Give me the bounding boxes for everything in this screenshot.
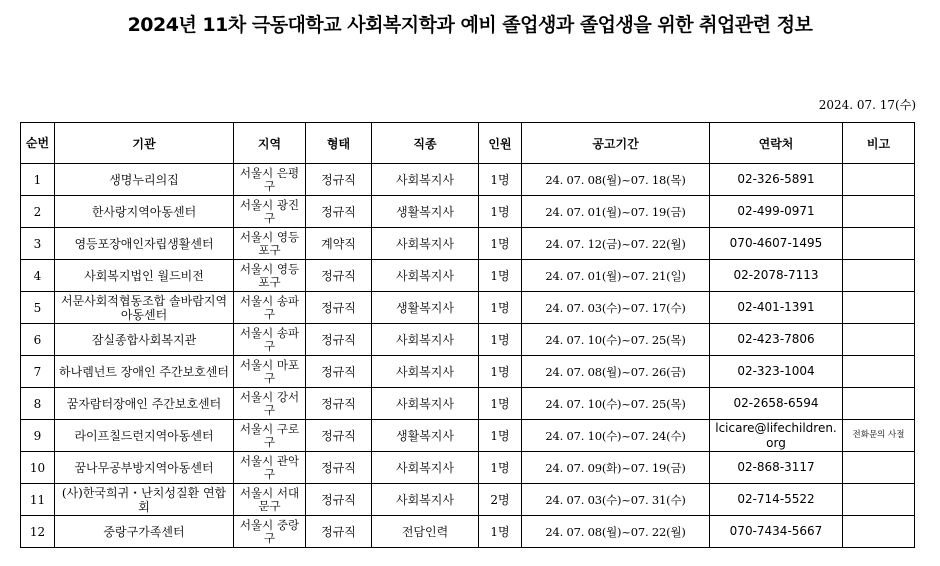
cell-period: 24. 07. 08(월)~07. 22(월) [522,516,710,548]
cell-org: 잠실종합사회복지관 [55,324,234,356]
header-contact: 연락처 [710,123,843,164]
cell-org: 하나렘넌트 장애인 주간보호센터 [55,356,234,388]
cell-period: 24. 07. 08(월)~07. 18(목) [522,164,710,196]
cell-type: 계약직 [306,228,372,260]
cell-count: 1명 [479,516,522,548]
cell-type: 정규직 [306,164,372,196]
cell-note: 전화문의 사절 [843,420,915,452]
cell-type: 정규직 [306,452,372,484]
cell-note [843,356,915,388]
table-row [21,164,915,196]
cell-period: 24. 07. 09(화)~07. 19(금) [522,452,710,484]
cell-no: 10 [21,452,55,484]
job-listing-table [20,122,915,548]
cell-org: 서문사회적협동조합 솔바람지역아동센터 [55,292,234,324]
cell-no: 4 [21,260,55,292]
cell-type: 정규직 [306,516,372,548]
cell-note [843,228,915,260]
cell-contact: 02-401-1391 [710,292,843,324]
table-row [21,196,915,228]
cell-period: 24. 07. 10(수)~07. 25(목) [522,324,710,356]
header-type: 형태 [306,123,372,164]
cell-region: 서울시 송파구 [234,324,306,356]
table-row [21,452,915,484]
cell-count: 1명 [479,388,522,420]
cell-count: 1명 [479,164,522,196]
cell-note [843,452,915,484]
cell-no: 7 [21,356,55,388]
cell-no: 8 [21,388,55,420]
cell-job: 사회복지사 [372,356,479,388]
cell-type: 정규직 [306,484,372,516]
table-header-row [21,123,915,164]
cell-org: (사)한국희귀・난치성질환 연합회 [55,484,234,516]
cell-type: 정규직 [306,260,372,292]
cell-region: 서울시 광진구 [234,196,306,228]
cell-job: 사회복지사 [372,388,479,420]
cell-region: 서울시 관악구 [234,452,306,484]
cell-no: 11 [21,484,55,516]
cell-count: 1명 [479,452,522,484]
cell-job: 사회복지사 [372,484,479,516]
cell-note [843,324,915,356]
cell-contact: 02-2078-7113 [710,260,843,292]
cell-count: 1명 [479,292,522,324]
cell-org: 사회복지법인 월드비전 [55,260,234,292]
cell-job: 생활복지사 [372,420,479,452]
cell-job: 사회복지사 [372,452,479,484]
cell-no: 6 [21,324,55,356]
cell-no: 12 [21,516,55,548]
cell-region: 서울시 서대문구 [234,484,306,516]
table-row [21,228,915,260]
cell-region: 서울시 영등포구 [234,260,306,292]
cell-contact: 02-714-5522 [710,484,843,516]
cell-contact: lcicare@lifechildren.org [710,420,843,452]
cell-type: 정규직 [306,196,372,228]
cell-period: 24. 07. 10(수)~07. 24(수) [522,420,710,452]
cell-period: 24. 07. 03(수)~07. 31(수) [522,484,710,516]
cell-type: 정규직 [306,420,372,452]
cell-contact: 02-323-1004 [710,356,843,388]
page-title: 2024년 11차 극동대학교 사회복지학과 예비 졸업생과 졸업생을 위한 취업관련 정보 [127,14,813,36]
cell-org: 한사랑지역아동센터 [55,196,234,228]
header-job: 직종 [372,123,479,164]
cell-count: 2명 [479,484,522,516]
cell-count: 1명 [479,420,522,452]
cell-count: 1명 [479,356,522,388]
cell-no: 2 [21,196,55,228]
cell-job: 사회복지사 [372,164,479,196]
cell-note [843,484,915,516]
cell-type: 정규직 [306,356,372,388]
cell-no: 5 [21,292,55,324]
cell-no: 3 [21,228,55,260]
cell-period: 24. 07. 08(월)~07. 26(금) [522,356,710,388]
cell-note [843,516,915,548]
cell-region: 서울시 중랑구 [234,516,306,548]
cell-no: 1 [21,164,55,196]
header-period: 공고기간 [522,123,710,164]
cell-count: 1명 [479,196,522,228]
cell-contact: 070-4607-1495 [710,228,843,260]
table-row [21,292,915,324]
cell-org: 라이프칠드런지역아동센터 [55,420,234,452]
cell-job: 생활복지사 [372,292,479,324]
cell-no: 9 [21,420,55,452]
cell-region: 서울시 마포구 [234,356,306,388]
table-row [21,260,915,292]
cell-region: 서울시 강서구 [234,388,306,420]
header-count: 인원 [479,123,522,164]
cell-org: 생명누리의집 [55,164,234,196]
header-org: 기관 [55,123,234,164]
cell-note [843,388,915,420]
cell-period: 24. 07. 03(수)~07. 17(수) [522,292,710,324]
header-note: 비고 [843,123,915,164]
table-row [21,388,915,420]
cell-count: 1명 [479,324,522,356]
cell-job: 전담인력 [372,516,479,548]
cell-job: 사회복지사 [372,324,479,356]
cell-org: 꿈자람터장애인 주간보호센터 [55,388,234,420]
cell-note [843,260,915,292]
cell-count: 1명 [479,228,522,260]
table-row [21,484,915,516]
cell-region: 서울시 은평구 [234,164,306,196]
cell-contact: 02-326-5891 [710,164,843,196]
cell-job: 생활복지사 [372,196,479,228]
table-row [21,356,915,388]
document-date: 2024. 07. 17(수) [818,98,916,112]
cell-period: 24. 07. 01(월)~07. 21(일) [522,260,710,292]
table-row [21,516,915,548]
cell-count: 1명 [479,260,522,292]
cell-contact: 02-423-7806 [710,324,843,356]
header-no: 순번 [21,123,55,164]
table-row [21,420,915,452]
table-row [21,324,915,356]
cell-contact: 070-7434-5667 [710,516,843,548]
cell-org: 꿈나무공부방지역아동센터 [55,452,234,484]
cell-period: 24. 07. 10(수)~07. 25(목) [522,388,710,420]
cell-region: 서울시 송파구 [234,292,306,324]
cell-period: 24. 07. 01(월)~07. 19(금) [522,196,710,228]
cell-contact: 02-499-0971 [710,196,843,228]
cell-contact: 02-2658-6594 [710,388,843,420]
cell-note [843,164,915,196]
cell-org: 중랑구가족센터 [55,516,234,548]
cell-period: 24. 07. 12(금)~07. 22(월) [522,228,710,260]
cell-type: 정규직 [306,388,372,420]
cell-note [843,292,915,324]
cell-type: 정규직 [306,324,372,356]
cell-org: 영등포장애인자립생활센터 [55,228,234,260]
cell-note [843,196,915,228]
cell-region: 서울시 영등포구 [234,228,306,260]
cell-region: 서울시 구로구 [234,420,306,452]
cell-contact: 02-868-3117 [710,452,843,484]
cell-job: 사회복지사 [372,260,479,292]
header-region: 지역 [234,123,306,164]
cell-type: 정규직 [306,292,372,324]
cell-job: 사회복지사 [372,228,479,260]
